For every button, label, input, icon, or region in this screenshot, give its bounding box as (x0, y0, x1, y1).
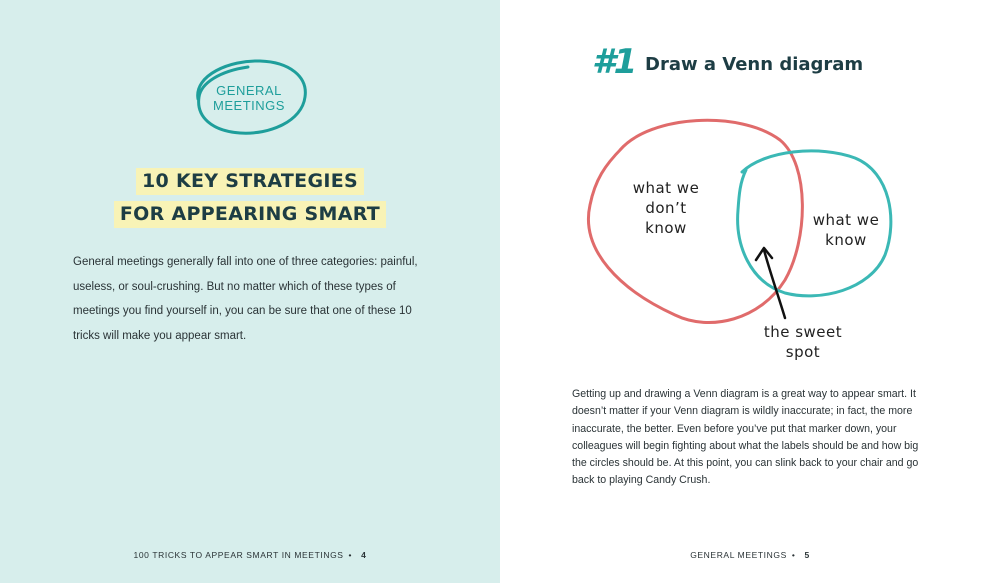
body-paragraph: Getting up and drawing a Venn diagram is a great way to appear smart. It doesn’t matter if your Venn diagram is wildly inaccurate; in fact, the more inaccurate, the better. Even before you’ve put that marker down, your colleagues will begin fighting about what the labels should be and how big the circles should be. At this point, you can slink back to your chair and go back to playing Candy Crush. (572, 388, 919, 487)
page-number: 5 (804, 550, 810, 560)
sweet-spot-line-1: the sweet (763, 323, 843, 341)
title-line-2: FOR APPEARING SMART (114, 201, 386, 228)
right-label-line-1: what we (812, 211, 880, 229)
left-label-line-1: what we (632, 179, 700, 197)
venn-diagram (580, 110, 920, 375)
trick-number: #1 (592, 42, 636, 82)
left-footer (0, 550, 500, 560)
left-label-line-3: know (645, 219, 687, 237)
page-number: 4 (361, 550, 367, 560)
sweet-spot-label (748, 322, 858, 362)
right-footer (500, 550, 1000, 560)
badge-label (190, 83, 308, 113)
footer-separator: • (348, 550, 353, 560)
badge-line-1: GENERAL (216, 83, 282, 98)
left-label-line-2: don’t (645, 199, 687, 217)
right-label-line-2: know (825, 231, 867, 249)
footer-title: 100 TRICKS TO APPEAR SMART IN MEETINGS (133, 550, 344, 560)
section-badge (190, 55, 312, 139)
intro-paragraph: General meetings generally fall into one of three categories: painful, useless, or soul-crushing. But no matter which of these types of meetings you find yourself in, you can be sure that one of these 10 tricks will make you appear smart. (73, 256, 418, 342)
right-page (500, 0, 1000, 583)
right-circle-label (796, 210, 896, 250)
footer-separator: • (791, 550, 796, 560)
sweet-spot-line-2: spot (785, 343, 821, 361)
title-line-1: 10 KEY STRATEGIES (136, 168, 364, 195)
footer-title: GENERAL MEETINGS (690, 550, 787, 560)
badge-line-2: MEETINGS (213, 98, 285, 113)
trick-heading: Draw a Venn diagram (645, 54, 864, 75)
left-circle-label (616, 178, 716, 238)
page-title (0, 168, 500, 228)
